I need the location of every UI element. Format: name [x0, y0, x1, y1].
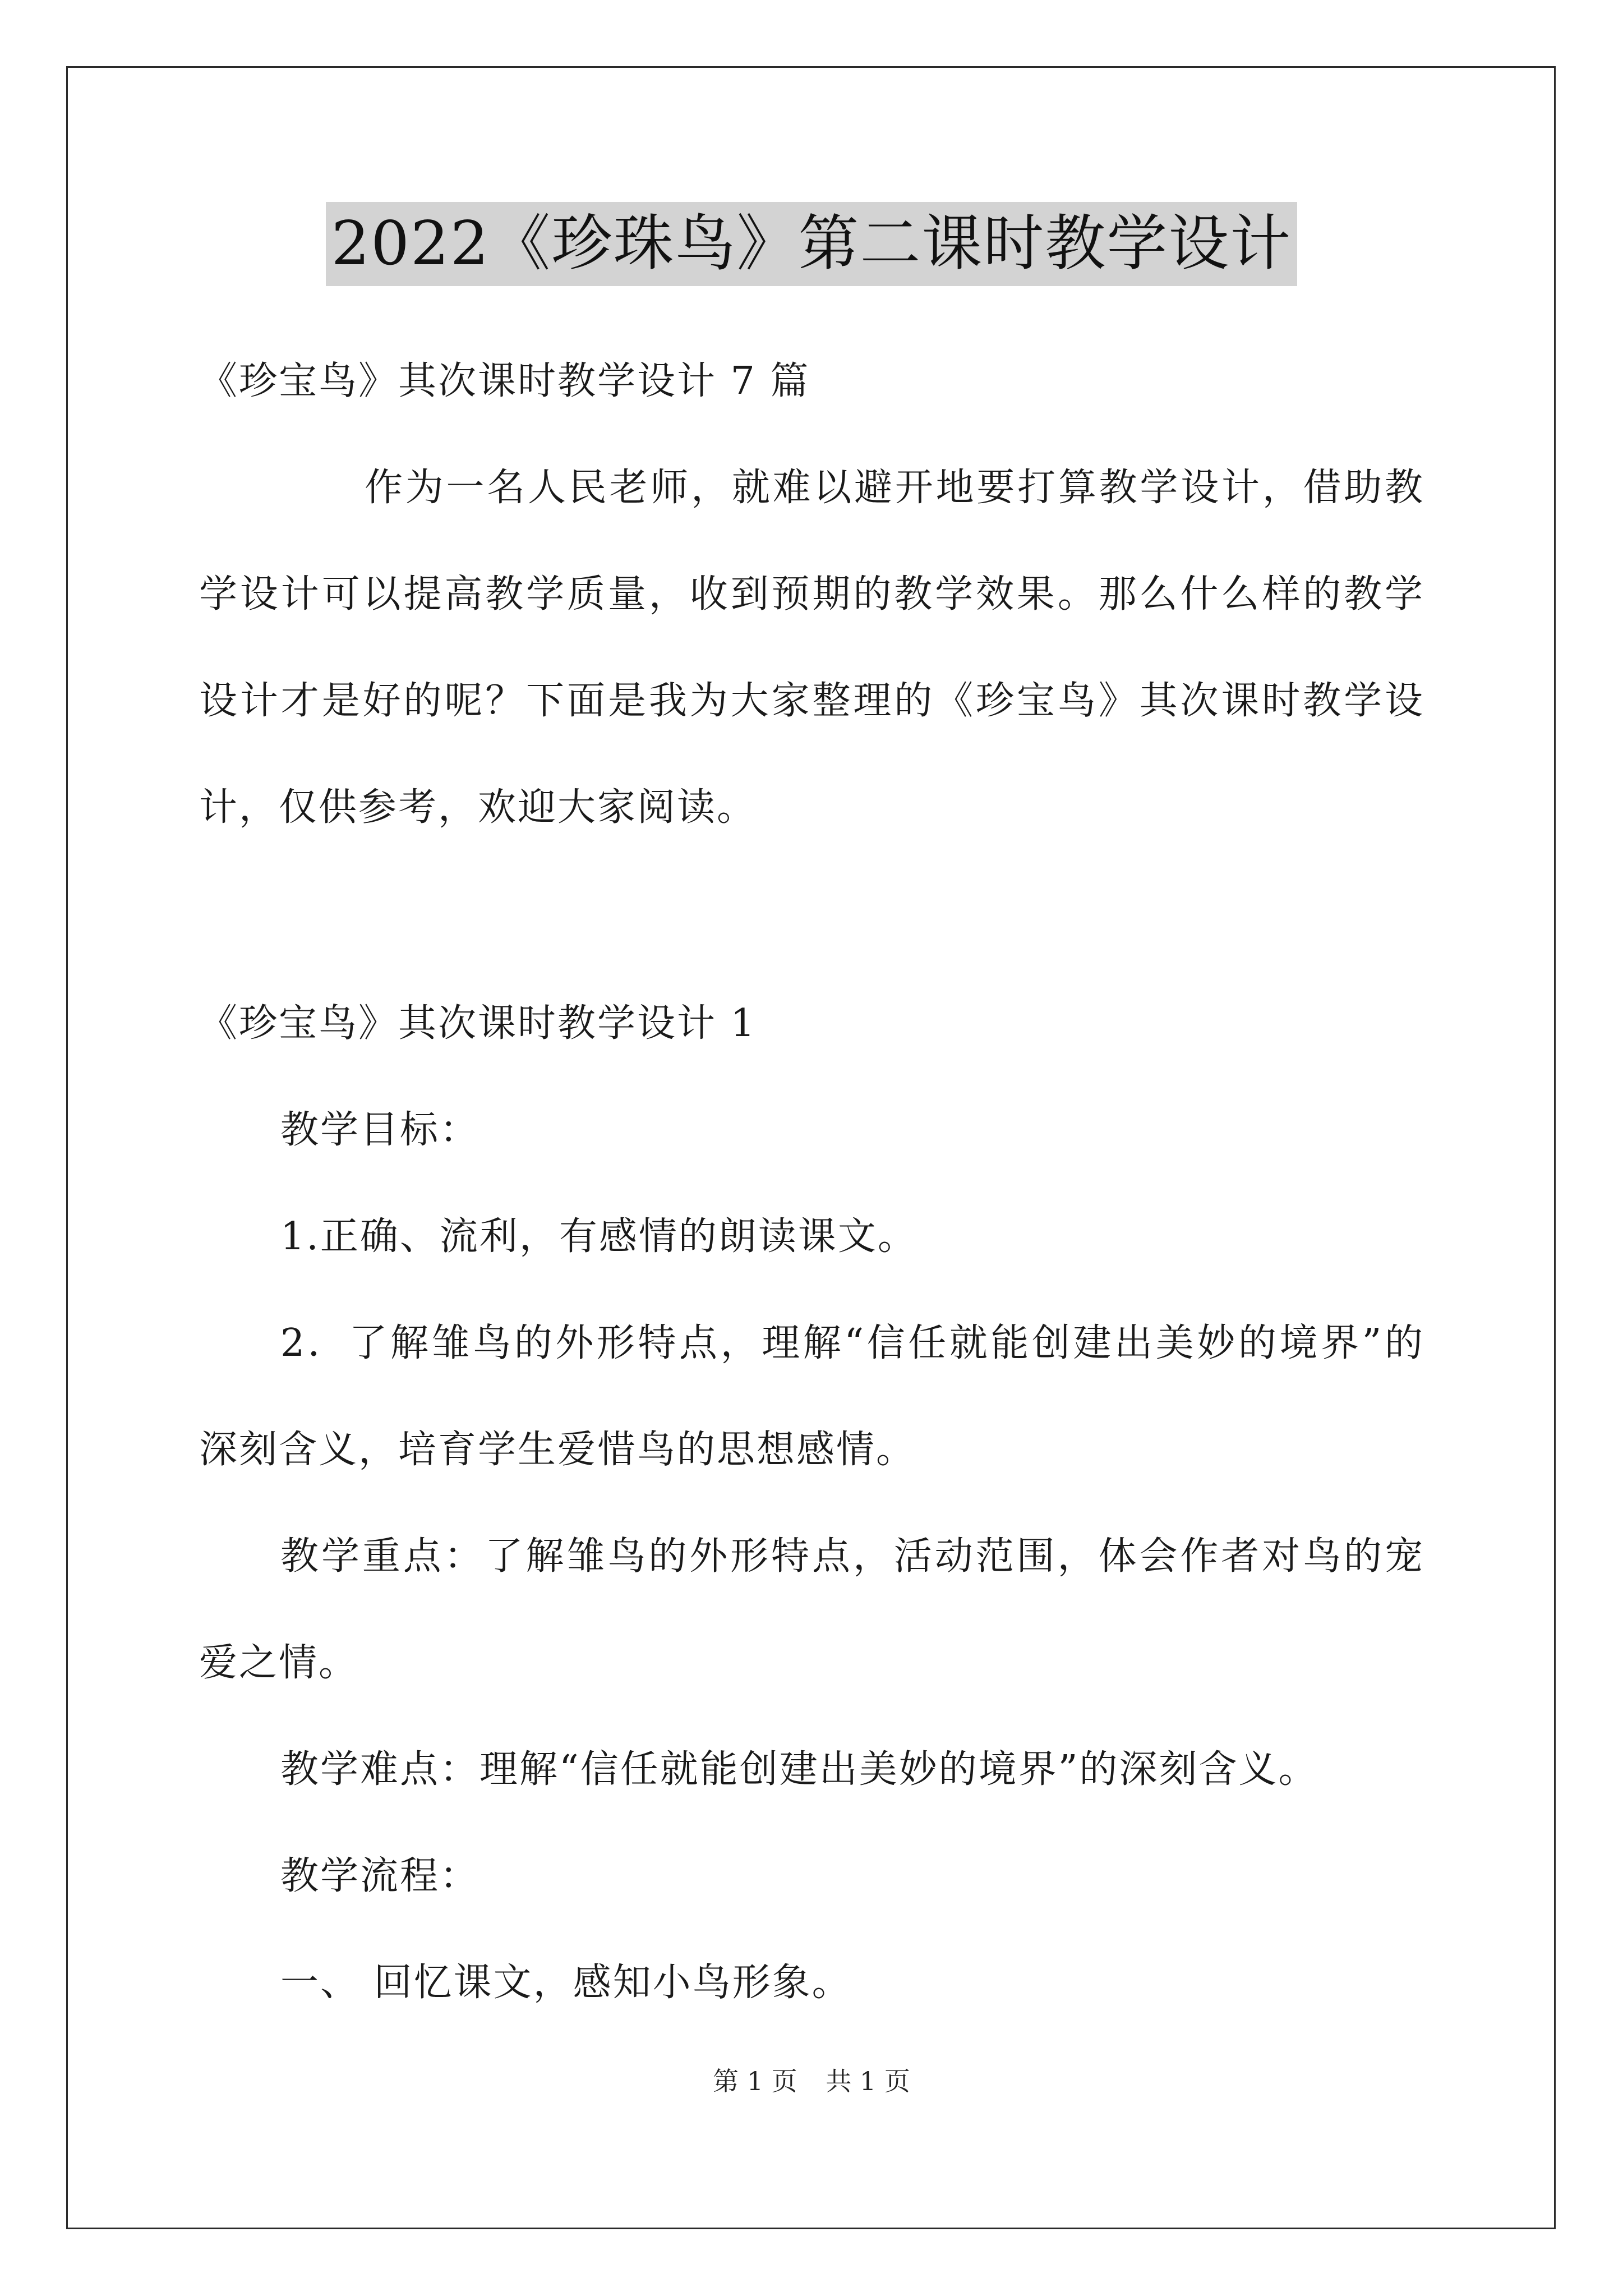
paragraph-line: 教学难点：理解“信任就能创建出美妙的境界”的深刻含义。	[280, 1747, 1318, 1792]
title-container	[0, 202, 1623, 286]
paragraph-line: 学设计可以提高教学质量，收到预期的教学效果。那么什么样的教学	[199, 572, 1424, 616]
section-heading: 《珍宝鸟》其次课时教学设计 1	[199, 1001, 757, 1046]
paragraph-line: 教学流程：	[280, 1854, 480, 1898]
paragraph-line: 爱之情。	[199, 1641, 359, 1685]
paragraph-line: 计，仅供参考，欢迎大家阅读。	[199, 785, 757, 830]
page-number-current: 第 1 页	[713, 2066, 797, 2096]
paragraph-line: 深刻含义，培育学生爱惜鸟的思想感情。	[199, 1428, 916, 1472]
paragraph-line: 教学目标：	[280, 1108, 480, 1152]
page-footer	[0, 2064, 1623, 2098]
document-title: 2022《珍珠鸟》第二课时教学设计	[326, 202, 1298, 286]
page-number-total: 共 1 页	[826, 2066, 910, 2096]
paragraph-line: 1.正确、流利，有感情的朗读课文。	[280, 1214, 917, 1259]
paragraph-line: 2．了解雏鸟的外形特点，理解“信任就能创建出美妙的境界”的	[280, 1321, 1424, 1365]
paragraph-line: 作为一名人民老师，就难以避开地要打算教学设计，借助教	[365, 466, 1424, 510]
subtitle-line: 《珍宝鸟》其次课时教学设计 7 篇	[199, 359, 810, 403]
paragraph-line: 教学重点：了解雏鸟的外形特点，活动范围，体会作者对鸟的宠	[280, 1534, 1424, 1579]
paragraph-line: 一、 回忆课文，感知小鸟形象。	[280, 1961, 852, 2005]
paragraph-line: 设计才是好的呢？下面是我为大家整理的《珍宝鸟》其次课时教学设	[199, 679, 1424, 723]
